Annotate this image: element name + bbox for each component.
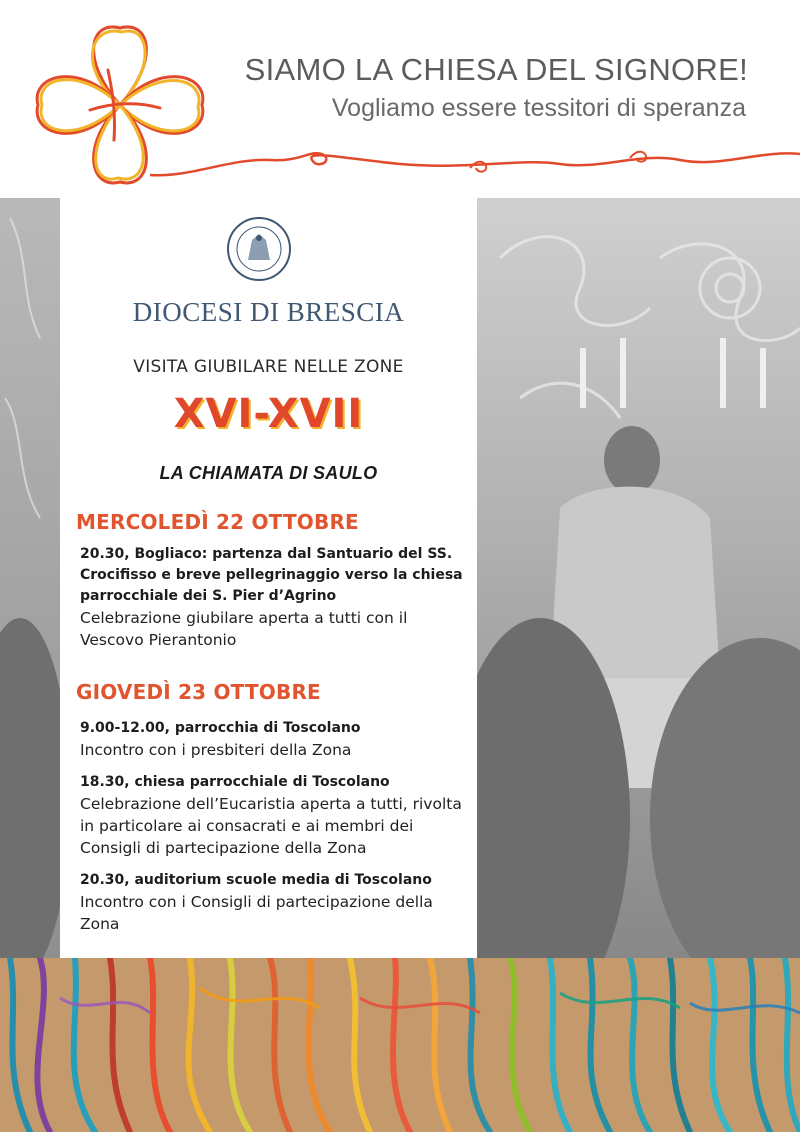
header (0, 0, 800, 200)
diocese-name: DIOCESI DI BRESCIA (132, 297, 405, 327)
colored-threads-photo (0, 958, 800, 1132)
event-description: Celebrazione dell’Eucaristia aperta a tutti, rivolta in particolare ai consacrati e ai membri dei Consigli di partecipazione della Zona (80, 795, 462, 857)
event-item (80, 772, 470, 859)
event-time-place: 20.30, auditorium scuole media di Toscolano (80, 872, 432, 888)
diocese-seal-logo (226, 216, 292, 282)
event-description: Incontro con i presbiteri della Zona (80, 741, 352, 759)
visit-label: VISITA GIUBILARE NELLE ZONE (133, 357, 404, 377)
content-card (60, 198, 477, 958)
day-heading: MERCOLEDÌ 22 OTTOBRE (76, 510, 359, 534)
page-title: SIAMO LA CHIESA DEL SIGNORE! (244, 52, 748, 87)
event-item (80, 544, 470, 651)
day-heading: GIOVEDÌ 23 OTTOBRE (76, 680, 321, 704)
page-subtitle: Vogliamo essere tessitori di speranza (331, 94, 746, 122)
zones-heading: XVI-XVII (173, 391, 364, 437)
event-description: Incontro con i Consigli di partecipazione della Zona (80, 893, 433, 933)
event-time-place: 18.30, chiesa parrocchiale di Toscolano (80, 774, 390, 790)
theme-title: LA CHIAMATA DI SAULO (159, 463, 378, 483)
event-time-place: 20.30, Bogliaco: partenza dal Santuario del SS. Crocifisso e breve pellegrinaggio verso la chiesa parrocchiale dei S. Pier d’Agrino (80, 546, 463, 604)
event-description: Celebrazione giubilare aperta a tutti con il Vescovo Pierantonio (80, 609, 408, 649)
event-time-place: 9.00-12.00, parrocchia di Toscolano (80, 720, 361, 736)
event-item (80, 870, 470, 935)
thread-line-decoration (0, 130, 800, 200)
event-item (80, 718, 470, 761)
